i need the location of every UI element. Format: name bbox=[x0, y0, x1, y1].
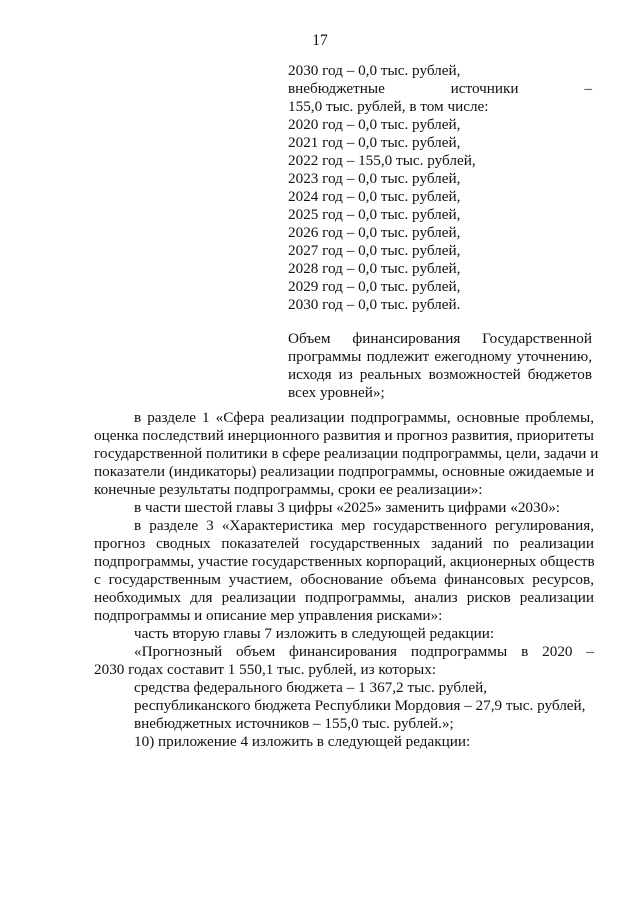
text-line: подпрограммы, участие государственных корпораций, акционерных обществ bbox=[94, 553, 595, 570]
text-line: конечные результаты подпрограммы, сроки ее реализации»: bbox=[94, 481, 483, 498]
text-line: 2027 год – 0,0 тыс. рублей, bbox=[288, 242, 461, 259]
text-line: в разделе 1 «Сфера реализации подпрограммы, основные проблемы, bbox=[134, 409, 594, 426]
text-line: 2020 год – 0,0 тыс. рублей, bbox=[288, 116, 461, 133]
text-line: 2030 год – 0,0 тыс. рублей. bbox=[288, 296, 461, 313]
text-line: с государственным участием, обоснование объема финансовых ресурсов, bbox=[94, 571, 594, 588]
text-line: показатели (индикаторы) реализации подпрограммы, основные ожидаемые и bbox=[94, 463, 595, 480]
text-line: 155,0 тыс. рублей, в том числе: bbox=[288, 98, 489, 115]
text-line: 2022 год – 155,0 тыс. рублей, bbox=[288, 152, 476, 169]
financing-block bbox=[288, 62, 592, 402]
text-line: прогноз сводных показателей государственных заданий по реализации bbox=[94, 535, 594, 552]
text-line: оценка последствий инерционного развития и прогноз развития, приоритеты bbox=[94, 427, 594, 444]
body-text bbox=[94, 409, 599, 751]
word: источники bbox=[450, 80, 519, 97]
note-paragraph bbox=[288, 330, 592, 402]
text-line: в разделе 3 «Характеристика мер государственного регулирования, bbox=[134, 517, 594, 534]
text-line bbox=[288, 80, 592, 98]
paragraph-chapter-3: в части шестой главы 3 цифры «2025» заменить цифрами «2030»: bbox=[134, 499, 561, 516]
page-number: 17 bbox=[312, 32, 328, 49]
text-line: программы подлежит ежегодному уточнению, bbox=[288, 348, 592, 365]
paragraph-appendix: 10) приложение 4 изложить в следующей редакции: bbox=[134, 733, 471, 750]
paragraph-federal: средства федерального бюджета – 1 367,2 тыс. рублей, bbox=[134, 679, 488, 696]
text-line: всех уровней»; bbox=[288, 384, 385, 401]
paragraph-republic: республиканского бюджета Республики Мордовия – 27,9 тыс. рублей, bbox=[134, 697, 586, 714]
paragraph-extrabudget: внебюджетных источников – 155,0 тыс. рублей.»; bbox=[134, 715, 454, 732]
paragraph-section-1 bbox=[94, 409, 599, 499]
text-line: 2029 год – 0,0 тыс. рублей, bbox=[288, 278, 461, 295]
text-line: 2028 год – 0,0 тыс. рублей, bbox=[288, 260, 461, 277]
text-line: Объем финансирования Государственной bbox=[288, 330, 592, 347]
text-line: 2026 год – 0,0 тыс. рублей, bbox=[288, 224, 461, 241]
word: – bbox=[584, 80, 592, 97]
text-line: 2025 год – 0,0 тыс. рублей, bbox=[288, 206, 461, 223]
paragraph-section-3 bbox=[94, 517, 594, 625]
paragraph-forecast bbox=[94, 643, 594, 679]
text-line: необходимых для реализации подпрограммы, анализ рисков реализации bbox=[94, 589, 594, 606]
text-line: государственной политики в сфере реализации подпрограммы, цели, задачи и bbox=[94, 445, 599, 462]
text-line: «Прогнозный объем финансирования подпрограммы в 2020 – bbox=[134, 643, 594, 660]
text-line: 2024 год – 0,0 тыс. рублей, bbox=[288, 188, 461, 205]
text-line: 2030 годах составит 1 550,1 тыс. рублей, из которых: bbox=[94, 661, 437, 678]
text-line: подпрограммы и описание мер управления рисками»: bbox=[94, 607, 443, 624]
text-line: 2021 год – 0,0 тыс. рублей, bbox=[288, 134, 461, 151]
word: внебюджетные bbox=[288, 80, 385, 97]
paragraph-chapter-7: часть вторую главы 7 изложить в следующей редакции: bbox=[134, 625, 495, 642]
text-line: 2023 год – 0,0 тыс. рублей, bbox=[288, 170, 461, 187]
text-line: исходя из реальных возможностей бюджетов bbox=[288, 366, 592, 383]
text-line: 2030 год – 0,0 тыс. рублей, bbox=[288, 62, 461, 79]
